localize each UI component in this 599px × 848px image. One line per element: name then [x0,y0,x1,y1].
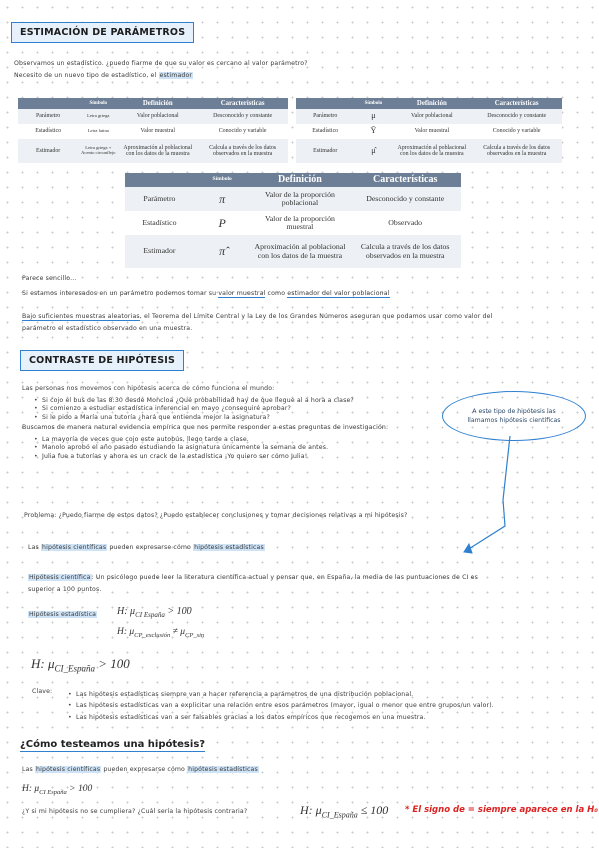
table-header-definition: Definición [118,98,197,109]
note-interest-pre: Si estamos interesados en un parámetro podemos tomar su [22,290,217,297]
hipotesis-cientificas-highlight: hipótesis científicas [42,544,107,551]
note-interest [22,290,582,298]
intro-line-1: Observamos un estadístico. ¿puedo fiarme de que su valor es cercano al valor parámetro? [14,60,308,67]
table-header-empty [296,98,354,109]
list-clave [64,689,596,723]
row-definition: Valor poblacional [392,109,471,124]
section-title-estimacion: ESTIMACIÓN DE PARÁMETROS [11,22,194,43]
hipotesis-cientificas-highlight: hipótesis científicas [36,766,101,773]
valor-muestral-underline: valor muestral [218,290,266,297]
table-header-symbol: Símbolo [354,98,392,109]
row-symbol: μ [354,109,392,124]
expr-mid: pueden expresarse cómo [103,766,185,773]
para-hc-line2: superior a 100 puntos. [28,586,102,593]
formula-3: H: $\mu_{CI\_España} > 100$ [31,656,130,674]
table-header-features: Características [349,173,461,187]
he-label: Hipótesis estadística [29,611,97,618]
formula-4: H: $\mu_{CI España} > 100$ [22,784,93,796]
para-buscamos: Buscamos de manera natural evidencia empírica que nos permite responder a estas preguntas de investigación: [22,424,389,431]
list-item: • Si cojo el bus de las 8:30 desde Moncloa ¿Qué probabilidad hay de que llegue al a hora a clase? [42,397,452,405]
intro-line-2-text: Necesito de un nuevo tipo de estadístico, el [14,72,157,79]
para-expresarse-2 [22,766,422,774]
para-pregunta-contraria: ¿Y si mi hipótesis no se cumpliera? ¿Cuál sería la hipótesis contraria? [22,808,248,815]
list-item: • Manolo aprobó el año pasado estudiando la asignatura únicamente la semana de antes. [42,444,452,452]
list-item: • Si le pido a María una tutoría ¿hará que entienda mejor la asignatura? [42,414,452,422]
red-note: * El signo de = siempre aparece en la H₀ [405,805,598,815]
note-bajo-rest: , el Teorema del Límite Central y la Ley de los Grandes Números aseguran que podamos usar como valor del [139,313,493,320]
row-label: Estimador [18,139,78,163]
table-header-features: Características [471,98,562,109]
row-features: Observado [349,211,461,235]
note-bajo [22,313,584,321]
row-definition: Aproximación al poblacional con los datos de la muestra [392,139,471,163]
note-interest-mid: como [267,290,286,297]
expr-mid: pueden expresarse cómo [109,544,191,551]
table-mu [296,98,562,163]
row-label: Parámetro [296,109,354,124]
row-label: Estimador [125,235,194,268]
row-features: Desconocido y constante [197,109,288,124]
list-evidence [30,436,452,461]
para-problema: Problema: ¿Puedo fiarme de estos datos? ¿Puedo establecer conclusiones y tomar decisiones relativas a mi hipótesis? [24,512,408,519]
list-item: • Las hipótesis estadísticas siempre van a hacer referencia a parámetros de una distribución poblacional. [76,689,596,700]
table-header-empty [125,173,194,187]
hc-text: : Un psicólogo puede leer la literatura científica actual y pensar que, en España, la media de las puntuaciones de CI es [91,574,478,581]
list-item: • Julia fue a tutorías y ahora es un crack de la estadística ¡Yo quiero ser cómo Julia! [42,453,452,461]
row-features: Calcula a través de los datos observados en la muestra [349,235,461,268]
row-features: Desconocido y constante [349,187,461,211]
list-item: • Las hipótesis estadísticas van a explicitar una relación entre esos parámetros (mayor, igual o menor que entre grupos/un valor). [76,700,596,711]
table-generic [18,98,288,163]
table-header-empty [18,98,78,109]
row-symbol: Letra griega + Acento circunflejo [78,139,118,163]
para-expresarse [28,544,428,552]
row-label: Estadístico [18,124,78,139]
row-features: Conocido y variable [471,124,562,139]
formula-1: H: $\mu_{CI España} > 100$ [117,606,192,619]
estimador-highlight: estimador [159,72,193,79]
row-definition: Valor de la proporción poblacional [250,187,349,211]
row-label: Estadístico [296,124,354,139]
hipotesis-estadisticas-highlight: hipótesis estadísticas [194,544,264,551]
list-item: • Si comienzo a estudiar estadística inferencial en mayo ¿conseguiré aprobar? [42,405,452,413]
row-definition: Valor muestral [118,124,197,139]
list-item: • Las hipótesis estadísticas van a ser falsables gracias a los datos empíricos que recogemos en una muestra. [76,712,596,723]
row-features: Calcula a través de los datos observados en la muestra [471,139,562,163]
table-header-symbol: Símbolo [78,98,118,109]
row-symbol: Ȳ [354,124,392,139]
para-personas: Las personas nos movemos con hipótesis acerca de cómo funciona el mundo: [22,385,275,392]
row-symbol: π̂ [194,235,251,268]
expr-pre: Las [28,544,39,551]
row-symbol: P [194,211,251,235]
row-features: Calcula a través de los datos observados en la muestra [197,139,288,163]
heading-como-testeamos: ¿Cómo testeamos una hipótesis? [20,739,206,750]
row-label: Parámetro [125,187,194,211]
list-hypotheses [30,397,452,422]
he-label-wrap [28,611,97,619]
row-features: Desconocido y constante [471,109,562,124]
row-definition: Aproximación al poblacional con los datos de la muestra [118,139,197,163]
table-proportion [125,173,461,268]
bubble-arrow [455,434,525,559]
formula-5: H: $\mu_{CI\_España} \le 100$ [300,803,389,820]
row-definition: Valor poblacional [118,109,197,124]
row-label: Estadístico [125,211,194,235]
row-label: Estimador [296,139,354,163]
hipotesis-estadisticas-highlight: hipótesis estadísticas [188,766,258,773]
row-definition: Aproximación al poblacional con los datos de la muestra [250,235,349,268]
table-header-features: Características [197,98,288,109]
list-item: • La mayoría de veces que cojo este autobús, llego tarde a clase. [42,436,452,444]
row-symbol: π [194,187,251,211]
note-sencillo: Parece sencillo… [22,275,77,282]
row-definition: Valor muestral [392,124,471,139]
row-features: Conocido y variable [197,124,288,139]
row-symbol: Letra griega [78,109,118,124]
clave-label: Clave: [32,688,53,695]
expr-pre: Las [22,766,33,773]
row-definition: Valor de la proporción muestral [250,211,349,235]
section-title-contraste: CONTRASTE DE HIPÓTESIS [20,350,184,371]
para-hipotesis-cientifica [28,574,584,582]
row-label: Parámetro [18,109,78,124]
muestras-aleatorias-underline: Bajo suficientes muestras aleatorias [22,313,140,320]
bubble-text: A este tipo de hipótesis las llamamos hipótesis científicas [467,407,561,424]
row-symbol: Letra latina [78,124,118,139]
hc-label: Hipótesis científica [29,574,91,581]
table-header-definition: Definición [392,98,471,109]
note-bajo-line2: parámetro el estadístico observado en una muestra. [22,325,193,332]
estimador-valor-poblacional-underline: estimador del valor poblacional [287,290,390,297]
formula-2: H: $\mu_{CP\_exclusión} \ne \mu_{CP\_sin}$ [117,627,205,639]
intro-line-2 [14,72,574,80]
table-header-definition: Definición [250,173,349,187]
row-symbol: μ̂ [354,139,392,163]
table-header-symbol: Símbolo [194,173,251,187]
